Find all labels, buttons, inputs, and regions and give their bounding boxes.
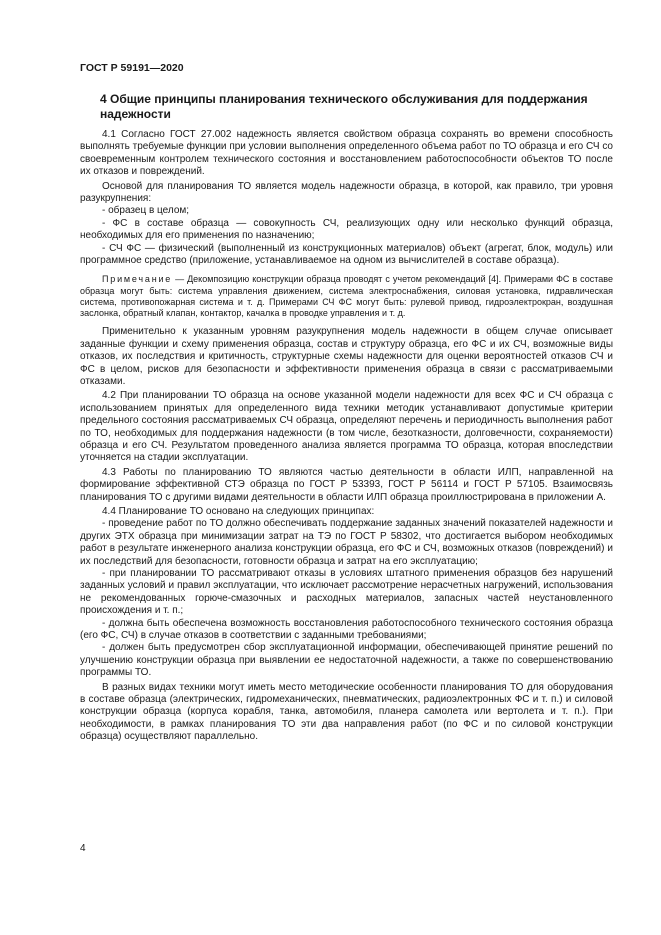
list-item-sch-fs: - СЧ ФС — физический (выполненный из конструкционных материалов) объект (агрегат, блок, модуль) или программное средство (приложение, устанавливаемое на одном из вычислителей в составе образца). (80, 242, 613, 267)
principle-restoration: - должна быть обеспечена возможность восстановления работоспособного технического состояния образца (его ФС, СЧ) в случае отказов в соответствии с заданными требованиями; (80, 617, 613, 642)
list-item-whole-sample: - образец в целом; (102, 205, 190, 217)
paragraph-methodological-features: В разных видах техники могут иметь место методические особенности планирования ТО для оборудования в составе образца (электрических, гидромеханических, пневматических, радиоэлектронных ФС и т. п.) и силовой конструкции образца (корпуса корабля, танка, автомобиля, планера самолета или вертолета и т. п.). При необходимости, в рамках планирования ТО эти два направления работ (по ФС и по силовой конструкции образца) осуществляют параллельно. (80, 681, 613, 743)
document-code-header: ГОСТ Р 59191—2020 (80, 62, 184, 74)
principle-cost-minimization: - проведение работ по ТО должно обеспечивать поддержание заданных значений показателей надежности и других ЭТХ образца при минимизации затрат на ТЭ по ГОСТ Р 58302, что достигается выбором необходимых работ в результате инженерного анализа конструкции образца, его ФС и СЧ, возможных отказов (повреждений) и их последствий для безопасности, готовности образца и затрат на его эксплуатацию; (80, 518, 613, 567)
list-item-fs: - ФС в составе образца — совокупность СЧ, реализующих одну или несколько функций образца, необходимых для его применения по назначению; (80, 217, 613, 242)
section-body (80, 129, 613, 744)
paragraph-4-3: 4.3 Работы по планированию ТО являются частью деятельности в области ИЛП, направленной на формирование эффективной СТЭ образца по ГОСТ Р 53393, ГОСТ Р 56114 и ГОСТ Р 57105. Взаимосвязь планирования ТО с другими видами деятельности в области ИЛП образца проиллюстрирована в приложении А. (80, 466, 613, 503)
principle-information-collection: - должен быть предусмотрен сбор эксплуатационной информации, обеспечивающей принятие решений по улучшению конструкции образца при выявлении ее недостаточной надежности, а также по совершенствованию программы ТО. (80, 642, 613, 679)
section-title: 4 Общие принципы планирования технического обслуживания для поддержания надежности (100, 92, 588, 121)
paragraph-model-basis: Основой для планирования ТО является модель надежности образца, в которой, как правило, три уровня разукрупнения: (80, 180, 613, 205)
paragraph-4-4: 4.4 Планирование ТО основано на следующих принципах: (102, 505, 375, 517)
paragraph-4-1: 4.1 Согласно ГОСТ 27.002 надежность является свойством образца сохранять во времени способность выполнять требуемые функции при условии выполнения определенного объема работ по ТО образца и его СЧ со своевременным контролем технического состояния и восстановлением работоспособности объектов ТО после их отказов и повреждений. (80, 129, 613, 178)
note-text: — Декомпозицию конструкции образца проводят с учетом рекомендаций [4]. Примерами ФС в составе образца могут быть: система управления движением, система электроснабжения, силовая установка, гидравлическая система, противопожарная система и т. д. Примерами СЧ ФС могут быть: рулевой привод, гидроэлектрокран, воздушная заслонка, обратный клапан, контактор, качалка в проводке управления и т. д. (80, 274, 613, 319)
principle-normal-operation: - при планировании ТО рассматривают отказы в условиях штатного применения образцов без нарушений заданных условий и правил эксплуатации, что исключает рассмотрение нерасчетных нагружений, использования не рекомендованных горюче-смазочных и расходных материалов, запасных частей неустановленного происхождения и т. п.; (80, 568, 613, 617)
paragraph-model-description: Применительно к указанным уровням разукрупнения модель надежности в общем случае описывает заданные функции и схему применения образца, состав и структуру образца, его ФС и их СЧ, возможные виды отказов, их последствия и критичность, структурные схемы надежности для оценки вероятностей отказов СЧ и ФС в целом, рисков для безопасности и эффективности применения образца в связи с рассматриваемыми отказами. (80, 326, 613, 387)
page-number: 4 (80, 843, 86, 854)
note-paragraph (80, 274, 613, 319)
note-label: Примечание (102, 274, 173, 285)
paragraph-4-2: 4.2 При планировании ТО образца на основе указанной модели надежности для всех ФС и СЧ образца с использованием принятых для определенного вида техники методик устанавливают допустимые критерии предельного состояния рассматриваемых СЧ образца, определяют перечень и периодичность выполнения работ по ТО, необходимых для поддержания надежности (в том числе, безотказности, долговечности, сохраняемости) образца и его СЧ. Результатом проведенного анализа является программа ТО образца, которая впоследствии уточняется на стадии эксплуатации. (80, 390, 613, 464)
